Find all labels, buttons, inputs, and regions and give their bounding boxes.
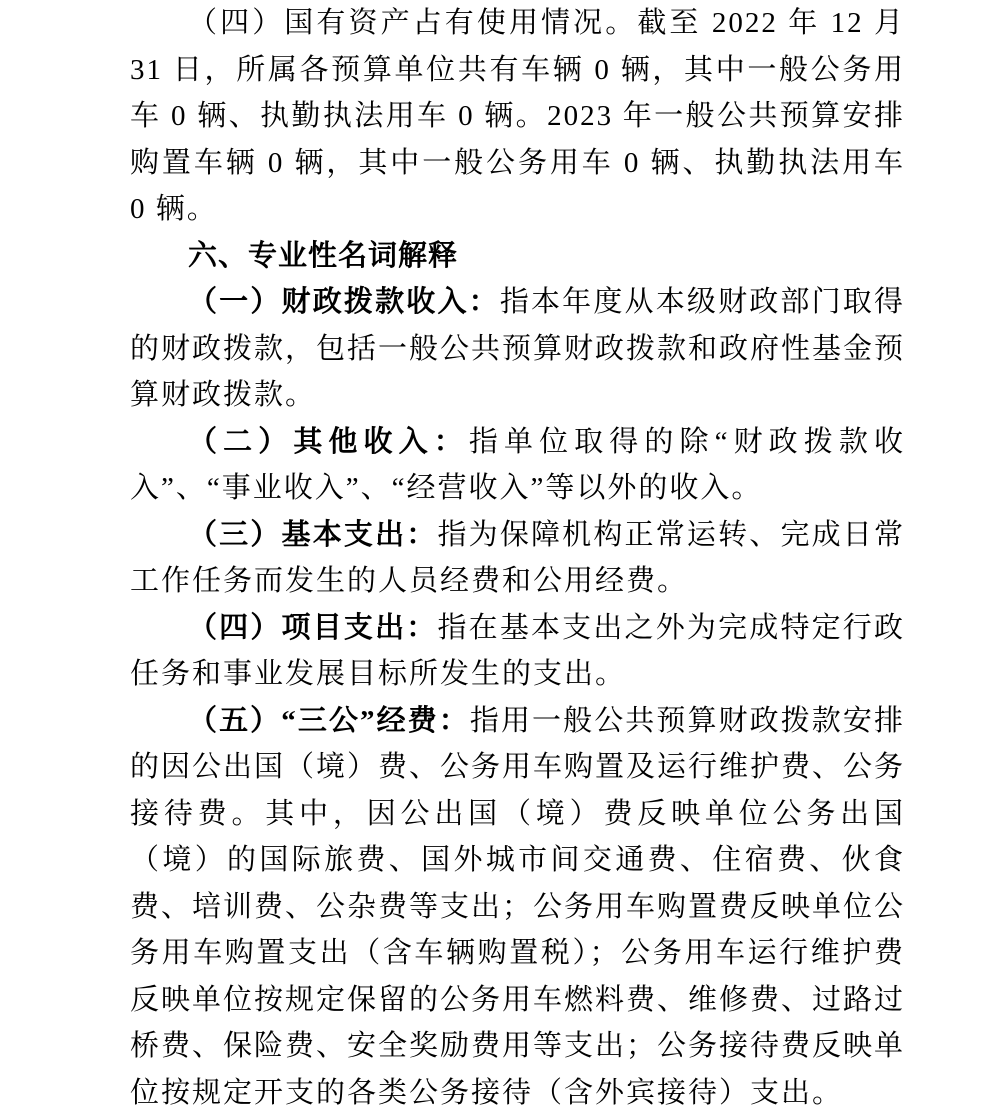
term-definition: 指用一般公共预算财政拨款安排的因公出国（境）费、公务用车购置及运行维护费、公务接待费。其中，因公出国（境）费反映单位公务出国（境）的国际旅费、国外城市间交通费、住宿费、伙食费、培训费、公杂费等支出；公务用车购置费反映单位公务用车购置支出（含车辆购置税）；公务用车运行维护费反映单位按规定保留的公务用车燃料费、维修费、过路过桥费、保险费、安全奖励费用等支出；公务接待费反映单位按规定开支的各类公务接待（含外宾接待）支出。	[130, 705, 905, 1109]
term-label: （四）项目支出：	[188, 612, 437, 644]
paragraph-term-three-public-funds	[130, 698, 905, 1116]
term-label: （一）财政拨款收入：	[188, 286, 500, 318]
term-label: （五）“三公”经费：	[188, 705, 470, 737]
paragraph-state-asset-usage	[130, 0, 905, 233]
paragraph-text: （四）国有资产占有使用情况。截至 2022 年 12 月 31 日，所属各预算单位共有车辆 0 辆，其中一般公务用车 0 辆、执勤执法用车 0 辆。2023 年一般公共预算安排购置车辆 0 辆，其中一般公务用车 0 辆、执勤执法用车 0 辆。	[130, 7, 905, 225]
paragraph-term-fiscal-appropriation-income	[130, 279, 905, 419]
paragraph-term-project-expenditure	[130, 605, 905, 698]
term-label: （二）其他收入：	[188, 426, 469, 458]
term-definition: 指在基本支出之外为完成特定行政任务和事业发展目标所发生的支出。	[130, 612, 905, 691]
paragraph-term-other-income	[130, 419, 905, 512]
term-definition: 指单位取得的除“财政拨款收入”、“事业收入”、“经营收入”等以外的收入。	[130, 426, 905, 505]
section-heading-text: 六、专业性名词解释	[188, 240, 458, 272]
term-definition: 指为保障机构正常运转、完成日常工作任务而发生的人员经费和公用经费。	[130, 519, 905, 598]
term-definition: 指本年度从本级财政部门取得的财政拨款，包括一般公共预算财政拨款和政府性基金预算财政拨款。	[130, 286, 905, 411]
paragraph-term-basic-expenditure	[130, 512, 905, 605]
term-label: （三）基本支出：	[188, 519, 437, 551]
section-heading-terminology	[130, 233, 905, 280]
